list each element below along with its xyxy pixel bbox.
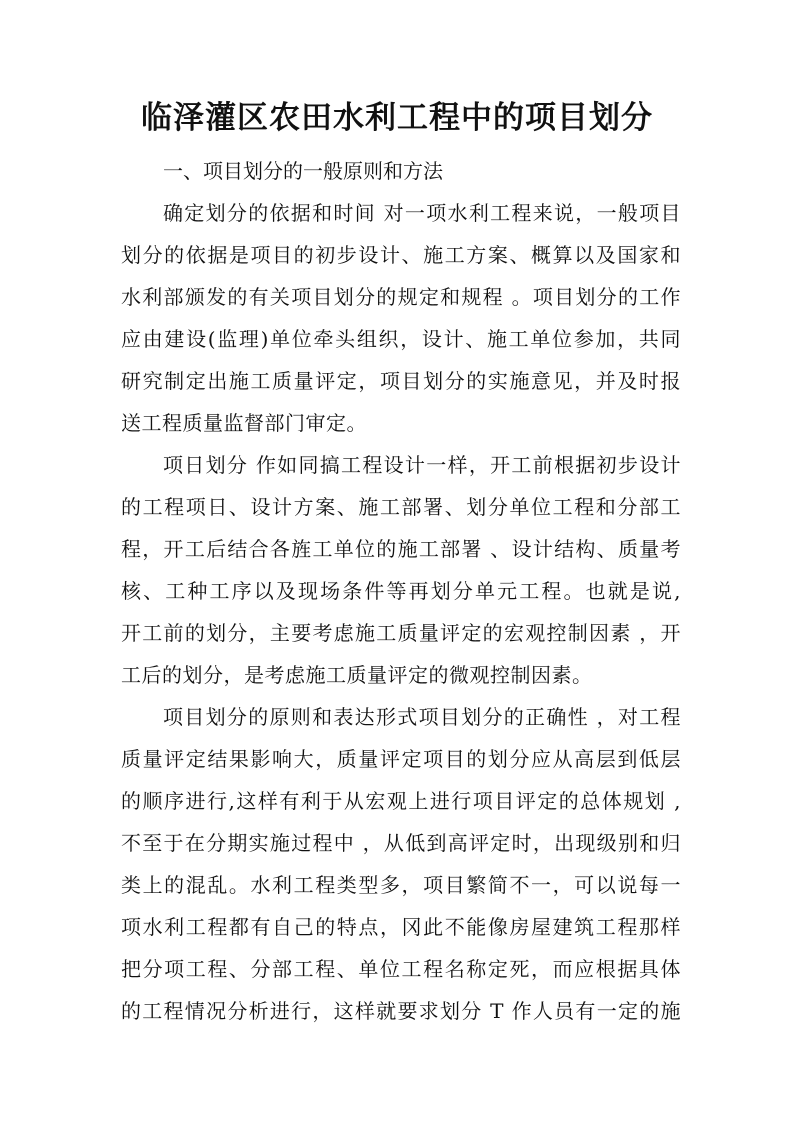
paragraph-line: 程，开工后结合各旌工单位的施工部署 、设计结构、质量考	[121, 537, 681, 561]
document-title: 临泽灌区农田水利工程中的项目划分	[141, 100, 653, 136]
paragraph-line: 质量评定结果影响大，质量评定项目的划分应从高层到低层	[121, 747, 681, 771]
paragraph-line: 工后的划分，是考虑施工质量评定的微观控制因素。	[121, 663, 593, 687]
paragraph-line: 把分项工程、分部工程、单位工程名称定死，而应根据具体	[121, 957, 681, 981]
paragraph-line: 项水利工程都有自己的特点，冈此不能像房屋建筑工程那样	[121, 915, 681, 939]
paragraph-3	[121, 696, 681, 1032]
paragraph-line: 确定划分的依据和时间 对一项水利工程来说，一般项目	[163, 201, 681, 225]
paragraph-line: 的顺序进行,这样有利于从宏观上进行项目评定的总体规划 ,	[121, 789, 681, 813]
paragraph-line: 不至于在分期实施过程中 ，从低到高评定时，出现级别和归	[121, 831, 681, 855]
paragraph-line: 应由建设(监理)单位牵头组织，设计、施工单位参加，共同	[121, 327, 681, 351]
paragraph-line: 水利部颁发的有关项目划分的规定和规程 。项目划分的工作	[121, 285, 681, 309]
paragraph-line: 类上的混乱。水利工程类型多，项目繁简不一，可以说每一	[121, 873, 681, 897]
paragraph-1	[121, 192, 681, 444]
section-heading: 一、项目划分的一般原则和方法	[163, 159, 443, 183]
paragraph-2	[121, 444, 681, 696]
paragraph-line: 的工程项日、设计方案、施工部署、划分单位工程和分部工	[121, 495, 681, 519]
paragraph-line: 项日划分 作如同搞工程设计一样，开工前根据初步设计	[163, 453, 681, 477]
paragraph-line: 项目划分的原则和表达形式项目划分的正确性 ，对工程	[163, 705, 681, 729]
paragraph-line: 的工程情况分析进行，这样就要求划分 T 作人员有一定的施	[121, 999, 681, 1023]
paragraph-line: 送工程质量监督部门审定。	[121, 411, 367, 435]
paragraph-line: 划分的依据是项目的初步设计、施工方案、概算以及国家和	[121, 243, 681, 267]
paragraph-line: 研究制定出施工质量评定，项目划分的实施意见，并及时报	[121, 369, 681, 393]
paragraph-line: 核、工种工序以及现场条件等再划分单元工程。也就是说,	[121, 579, 681, 603]
paragraph-line: 开工前的划分，主要考虑施工质量评定的宏观控制因素 ，开	[121, 621, 681, 645]
